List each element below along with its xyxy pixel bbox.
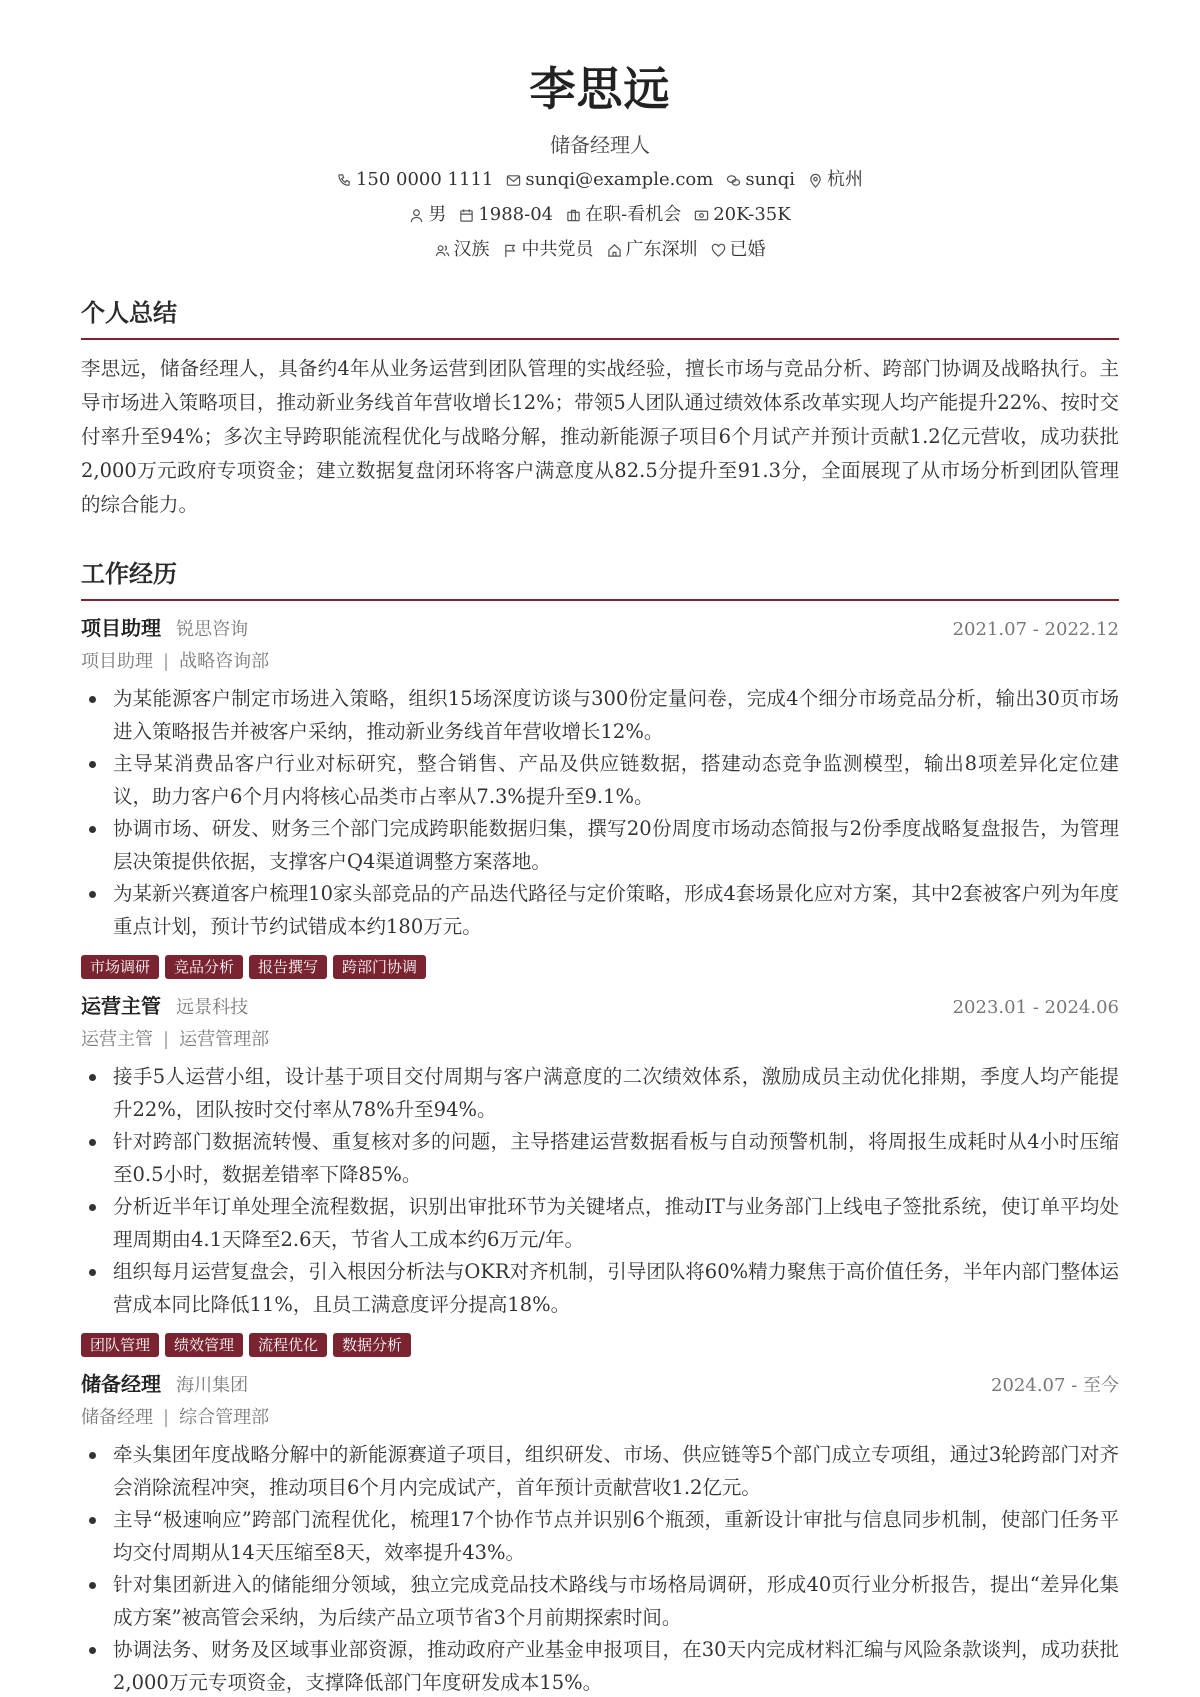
skill-tag: 数据分析 [333,1333,411,1357]
job-title: 运营主管 [81,994,161,1019]
bullet-item: 为某能源客户制定市场进入策略，组织15场深度访谈与300份定量问卷，完成4个细分市场竞品分析，输出30页市场进入策略报告并被客户采纳，推动新业务线首年营收增长12%。 [81,683,1119,748]
candidate-name: 李思远 [529,62,671,116]
email-text: sunqi@example.com [525,169,714,191]
location-item [808,167,863,193]
job-entry [81,991,1119,1357]
job-status-text: 在职-看机会 [585,204,682,226]
skill-tags [81,1333,1119,1357]
bullet-item: 协调市场、研发、财务三个部门完成跨职能数据归集，撰写20份周度市场动态简报与2份季度战略复盘报告，为管理层决策提供依据，支撑客户Q4渠道调整方案落地。 [81,813,1119,878]
heart-icon [711,243,726,258]
wechat-icon [726,173,741,188]
skill-tag: 报告撰写 [249,955,327,979]
bullet-item: 为某新兴赛道客户梳理10家头部竞品的产品迭代路径与定价策略，形成4套场景化应对方案，其中2套被客户列为年度重点计划，预计节约试错成本约180万元。 [81,878,1119,943]
political-text: 中共党员 [521,239,594,261]
hometown-item [607,237,698,263]
summary-text: 李思远，储备经理人，具备约4年从业务运营到团队管理的实战经验，擅长市场与竞品分析、跨部门协调及战略执行。主导市场进入策略项目，推动新业务线首年营收增长12%；带领5人团队通过绩效体系改革实现人均产能提升22%、按时交付率升至94%；多次主导跨职能流程优化与战略分解，推动新能源子项目6个月试产并预计贡献1.2亿元营收，成功获批2,000万元政府专项资金；建立数据复盘闭环将客户满意度从82.5分提升至91.3分，全面展现了从市场分析到团队管理的综合能力。 [81,357,1119,517]
job-department: 战略咨询部 [179,651,270,673]
job-company: 海川集团 [176,1375,249,1397]
experience-section [81,554,1119,1697]
home-icon [607,243,622,258]
briefcase-icon [566,208,581,223]
bullet-item: 主导某消费品客户行业对标研究，整合销售、产品及供应链数据，搭建动态竞争监测模型，输出8项差异化定位建议，助力客户6个月内将核心品类市占率从7.3%提升至9.1%。 [81,748,1119,813]
job-title: 储备经理 [81,1372,161,1397]
experience-title: 工作经历 [81,554,1119,601]
job-subline [81,1025,1119,1055]
phone-item [337,167,493,193]
job-bullets [81,1061,1119,1321]
bullet-item: 主导“极速响应”跨部门流程优化，梳理17个协作节点并识别6个瓶颈，重新设计审批与信息同步机制，使部门任务平均交付周期从14天压缩至8天，效率提升43%。 [81,1504,1119,1569]
gender-item [409,202,446,228]
skill-tags [81,955,1119,979]
skill-tag: 团队管理 [81,1333,159,1357]
bullet-item: 分析近半年订单处理全流程数据，识别出审批环节为关键堵点，推动IT与业务部门上线电子签批系统，使订单平均处理周期由4.1天降至2.6天，节省人工成本约6万元/年。 [81,1191,1119,1256]
job-title: 项目助理 [81,616,161,641]
hometown-text: 广东深圳 [625,239,698,261]
extra-info-row [81,237,1119,263]
location-text: 杭州 [827,169,864,191]
flag-icon [503,243,518,258]
candidate-subtitle: 储备经理人 [550,133,650,158]
calendar-icon [459,208,474,223]
job-header [81,991,1119,1023]
skill-tag: 流程优化 [249,1333,327,1357]
ethnicity-text: 汉族 [453,239,490,261]
resume-header [81,0,1119,263]
basic-info-row [81,202,1119,228]
job-company: 锐思咨询 [176,619,249,641]
bullet-item: 针对跨部门数据流转慢、重复核对多的问题，主导搭建运营数据看板与自动预警机制，将周报生成耗时从4小时压缩至0.5小时，数据差错率下降85%。 [81,1126,1119,1191]
job-header [81,613,1119,645]
job-role: 项目助理 [81,651,153,673]
people-icon [435,243,450,258]
mail-icon [506,173,521,188]
skill-tag: 跨部门协调 [333,955,426,979]
bullet-item: 接手5人运营小组，设计基于项目交付周期与客户满意度的二次绩效体系，激励成员主动优化排期，季度人均产能提升22%，团队按时交付率从78%升至94%。 [81,1061,1119,1126]
job-role: 储备经理 [81,1407,153,1429]
job-company: 远景科技 [176,997,249,1019]
job-subline [81,1403,1119,1433]
salary-item [694,202,790,228]
job-role: 运营主管 [81,1029,153,1051]
summary-title: 个人总结 [81,293,1119,340]
marital-text: 已婚 [729,239,766,261]
wechat-text: sunqi [745,169,796,191]
job-separator: | [163,1407,170,1429]
job-subline [81,647,1119,677]
bullet-item: 牵头集团年度战略分解中的新能源赛道子项目，组织研发、市场、供应链等5个部门成立专项组，通过3轮跨部门对齐会消除流程冲突，推动项目6个月内完成试产，首年预计贡献营收1.2亿元。 [81,1439,1119,1504]
job-header [81,1369,1119,1401]
job-separator: | [163,1029,170,1051]
job-entry [81,613,1119,979]
wechat-item [726,167,795,193]
job-department: 综合管理部 [179,1407,270,1429]
bullet-item: 组织每月运营复盘会，引入根因分析法与OKR对齐机制，引导团队将60%精力聚焦于高价值任务，半年内部门整体运营成本同比降低11%，且员工满意度评分提高18%。 [81,1256,1119,1321]
skill-tag: 绩效管理 [165,1333,243,1357]
job-status-item [566,202,681,228]
marital-item [711,237,766,263]
skill-tag: 竞品分析 [165,955,243,979]
salary-icon [694,208,709,223]
contact-row [81,167,1119,193]
job-date: 2024.07 - 至今 [991,1375,1119,1397]
email-item [506,167,713,193]
bullet-item: 协调法务、财务及区域事业部资源，推动政府产业基金申报项目，在30天内完成材料汇编与风险条款谈判，成功获批2,000万元专项资金，支撑降低部门年度研发成本15%。 [81,1634,1119,1697]
ethnicity-item [435,237,490,263]
bullet-item: 针对集团新进入的储能细分领域，独立完成竞品技术路线与市场格局调研，形成40页行业分析报告，提出“差异化集成方案”被高管会采纳，为后续产品立项节省3个月前期探索时间。 [81,1569,1119,1634]
job-bullets [81,1439,1119,1697]
political-item [503,237,594,263]
person-icon [409,208,424,223]
birth-item [459,202,553,228]
skill-tag: 市场调研 [81,955,159,979]
job-department: 运营管理部 [179,1029,270,1051]
birth-text: 1988-04 [478,204,554,226]
job-entry [81,1369,1119,1697]
salary-text: 20K-35K [713,204,791,226]
gender-text: 男 [428,204,447,226]
phone-icon [337,173,352,188]
phone-text: 150 0000 1111 [355,169,494,191]
summary-section [81,293,1119,522]
job-date: 2023.01 - 2024.06 [952,997,1119,1019]
job-separator: | [163,651,170,673]
job-date: 2021.07 - 2022.12 [952,619,1119,641]
location-icon [808,173,823,188]
job-bullets [81,683,1119,943]
